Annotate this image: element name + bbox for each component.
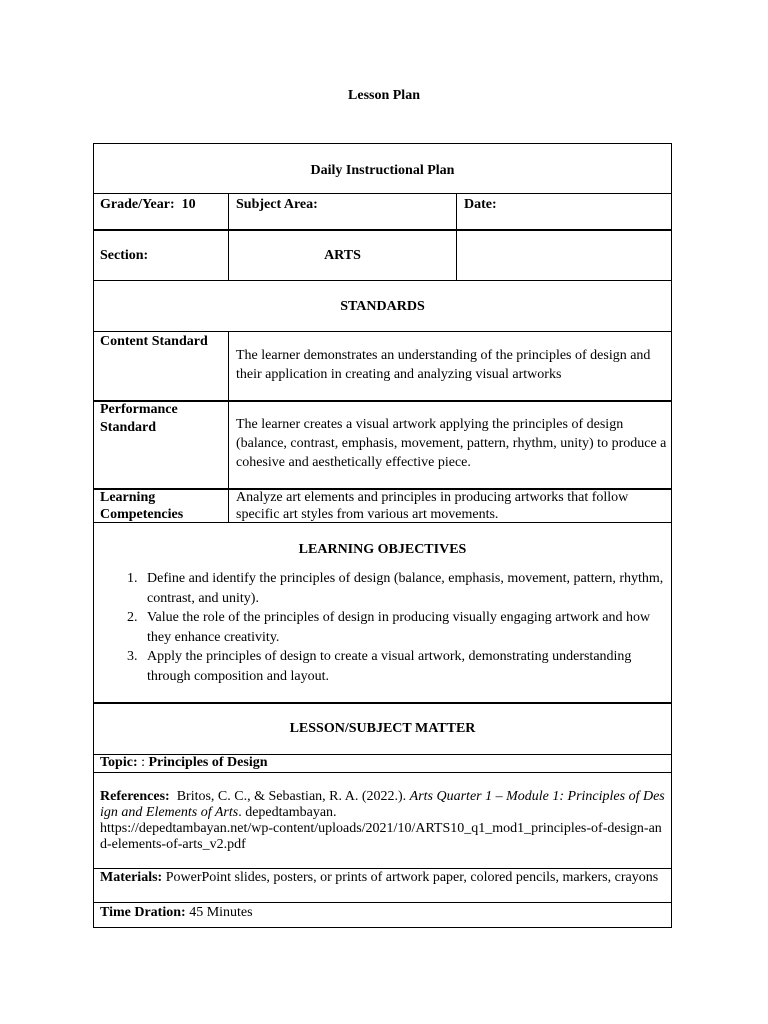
learning-competencies-label — [100, 489, 183, 523]
references-label: References: — [100, 789, 170, 804]
objective-item: 2. Value the role of the principles of design in producing visually engaging artwork and how they enhance creativity. — [141, 608, 676, 647]
row-divider — [94, 772, 671, 773]
standards-heading: STANDARDS — [340, 299, 425, 314]
column-divider — [456, 193, 457, 280]
grade-value: 10 — [181, 197, 196, 212]
section-label: Section: — [100, 248, 149, 263]
references-title: Arts Quarter 1 – Module 1: Principles of Design and Elements of Arts — [100, 789, 665, 820]
references-authors: Britos, C. C., & Sebastian, R. A. (2022.). — [176, 789, 407, 804]
references-publisher: . depedtambayan. — [238, 805, 337, 820]
time-duration-cell — [100, 903, 253, 922]
subject-area-value: ARTS — [324, 248, 361, 263]
row-divider — [94, 702, 671, 704]
materials-label: Materials: — [100, 870, 163, 885]
row-divider — [94, 193, 671, 194]
row-divider — [94, 280, 671, 281]
performance-standard-label — [100, 401, 178, 437]
topic-cell — [100, 753, 268, 772]
performance-label-line: Standard — [100, 420, 157, 435]
content-standard-label: Content Standard — [100, 334, 208, 349]
page-title: Lesson Plan — [348, 88, 420, 103]
plan-title: Daily Instructional Plan — [310, 163, 455, 178]
topic-label: Topic: — [100, 755, 138, 770]
column-divider — [228, 193, 229, 280]
topic-prefix: : — [137, 755, 149, 770]
materials-value: PowerPoint slides, posters, or prints of artwork paper, colored pencils, markers, crayons — [165, 870, 659, 885]
time-value: 45 Minutes — [189, 905, 253, 920]
lesson-plan-table — [93, 143, 672, 928]
objective-item: 3. Apply the principles of design to create a visual artwork, demonstrating understanding through composition and layout. — [141, 647, 676, 686]
learning-competencies-text: Analyze art elements and principles in producing artworks that follow specific art styles from various art movements. — [236, 490, 629, 522]
subject-area-label: Subject Area: — [236, 197, 318, 212]
materials-cell — [100, 869, 668, 886]
time-label: Time Dration: — [100, 905, 186, 920]
subject-matter-heading: LESSON/SUBJECT MATTER — [289, 721, 476, 736]
row-divider — [94, 229, 671, 231]
performance-standard-text: The learner creates a visual artwork applying the principles of design (balance, contrast, emphasis, movement, pattern, rhythm, unity) to produce a cohesive and aesthetically effective piece. — [236, 417, 667, 470]
references-cell — [100, 789, 668, 853]
content-standard-text: The learner demonstrates an understanding of the principles of design and their application in creating and analyzing visual artworks — [236, 348, 651, 382]
performance-label-line: Performance — [100, 402, 178, 417]
date-label: Date: — [464, 197, 497, 212]
row-divider — [94, 400, 671, 402]
competencies-label-line: Learning — [100, 490, 156, 505]
topic-value: Principles of Design — [148, 755, 268, 770]
column-divider — [228, 331, 229, 522]
competencies-label-line: Competencies — [100, 507, 184, 522]
references-url: https://depedtambayan.net/wp-content/uploads/2021/10/ARTS10_q1_mod1_principles-of-design-and-elements-of-arts_v2.pdf — [100, 821, 662, 852]
objective-item: 1. Define and identify the principles of design (balance, emphasis, movement, pattern, rhythm, contrast, and unity). — [141, 569, 676, 608]
objectives-list — [127, 569, 676, 686]
grade-cell — [100, 195, 196, 214]
objectives-heading: LEARNING OBJECTIVES — [298, 542, 467, 557]
grade-label: Grade/Year: — [100, 197, 175, 212]
